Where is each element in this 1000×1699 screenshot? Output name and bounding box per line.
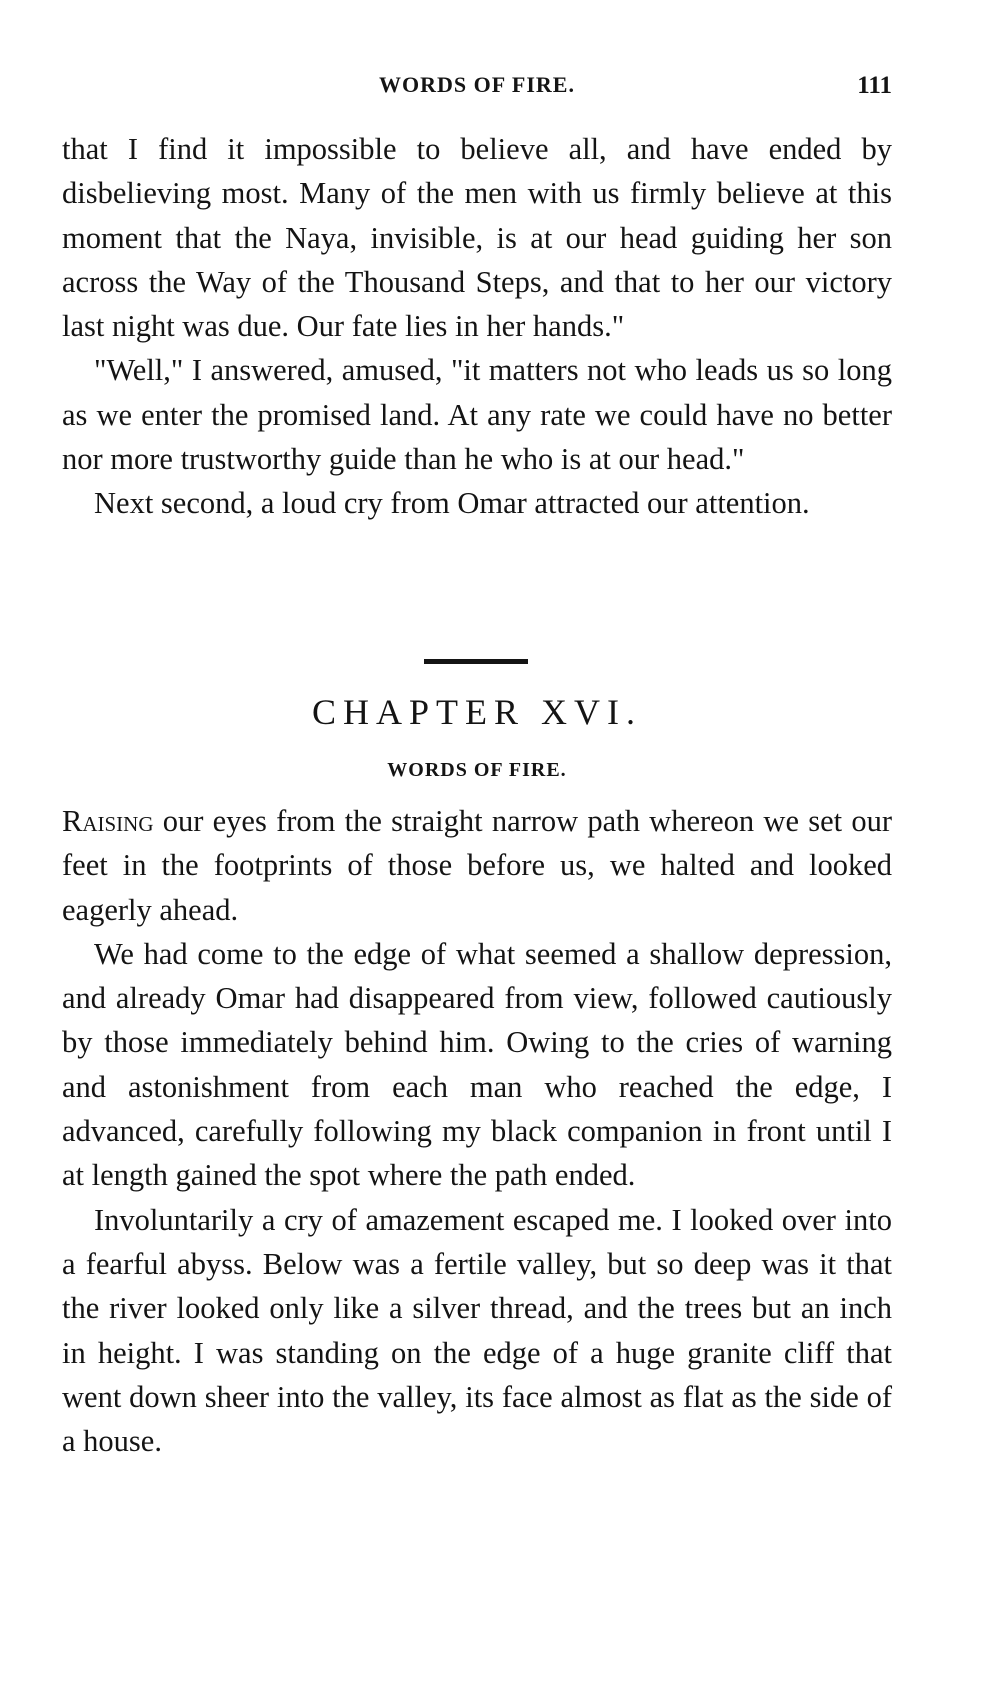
paragraph: Next second, a loud cry from Omar attracted our attention. bbox=[94, 486, 810, 521]
opening-paragraph bbox=[62, 799, 892, 932]
chapter-text bbox=[62, 799, 892, 1463]
paragraph-continued: that I find it impossible to believe all, and have ended by disbelieving most. Many of the men with us firmly believe at this moment that the Naya, invisible, is at our head guiding her son across the Way of the Thousand Steps, and that to her our victory last night was due. Our fate lies in her hands." bbox=[62, 132, 892, 344]
page-number: 111 bbox=[857, 72, 892, 99]
section-divider-rule bbox=[424, 659, 528, 664]
chapter-subtitle: WORDS OF FIRE. bbox=[387, 759, 567, 781]
opening-paragraph-text: our eyes from the straight narrow path whereon we set our feet in the footprints of those before us, we halted and looked eagerly ahead. bbox=[62, 804, 892, 927]
running-head bbox=[62, 72, 892, 108]
paragraph: Involuntarily a cry of amazement escaped me. I looked over into a fearful abyss. Below was a fertile valley, but so deep was it that the river looked only like a silver thread, and the trees but an inch in height. I was standing on the edge of a huge granite cliff that went down sheer into the valley, its face almost as flat as the side of a house. bbox=[62, 1202, 892, 1459]
chapter-heading: CHAPTER XVI. bbox=[311, 692, 642, 732]
opening-word: Raising bbox=[62, 804, 154, 838]
running-title: WORDS OF FIRE. bbox=[379, 72, 575, 97]
book-page bbox=[62, 0, 892, 1699]
paragraph: We had come to the edge of what seemed a shallow depression, and already Omar had disappeared from view, followed cautiously by those immediately behind him. Owing to the cries of warning and astonishment from each man who reached the edge, I advanced, carefully following my black companion in front until I at length gained the spot where the path ended. bbox=[62, 936, 892, 1193]
paragraph: "Well," I answered, amused, "it matters not who leads us so long as we enter the promised land. At any rate we could have no better nor more trustworthy guide than he who is at our head." bbox=[62, 353, 892, 477]
text-before-chapter bbox=[62, 127, 892, 526]
